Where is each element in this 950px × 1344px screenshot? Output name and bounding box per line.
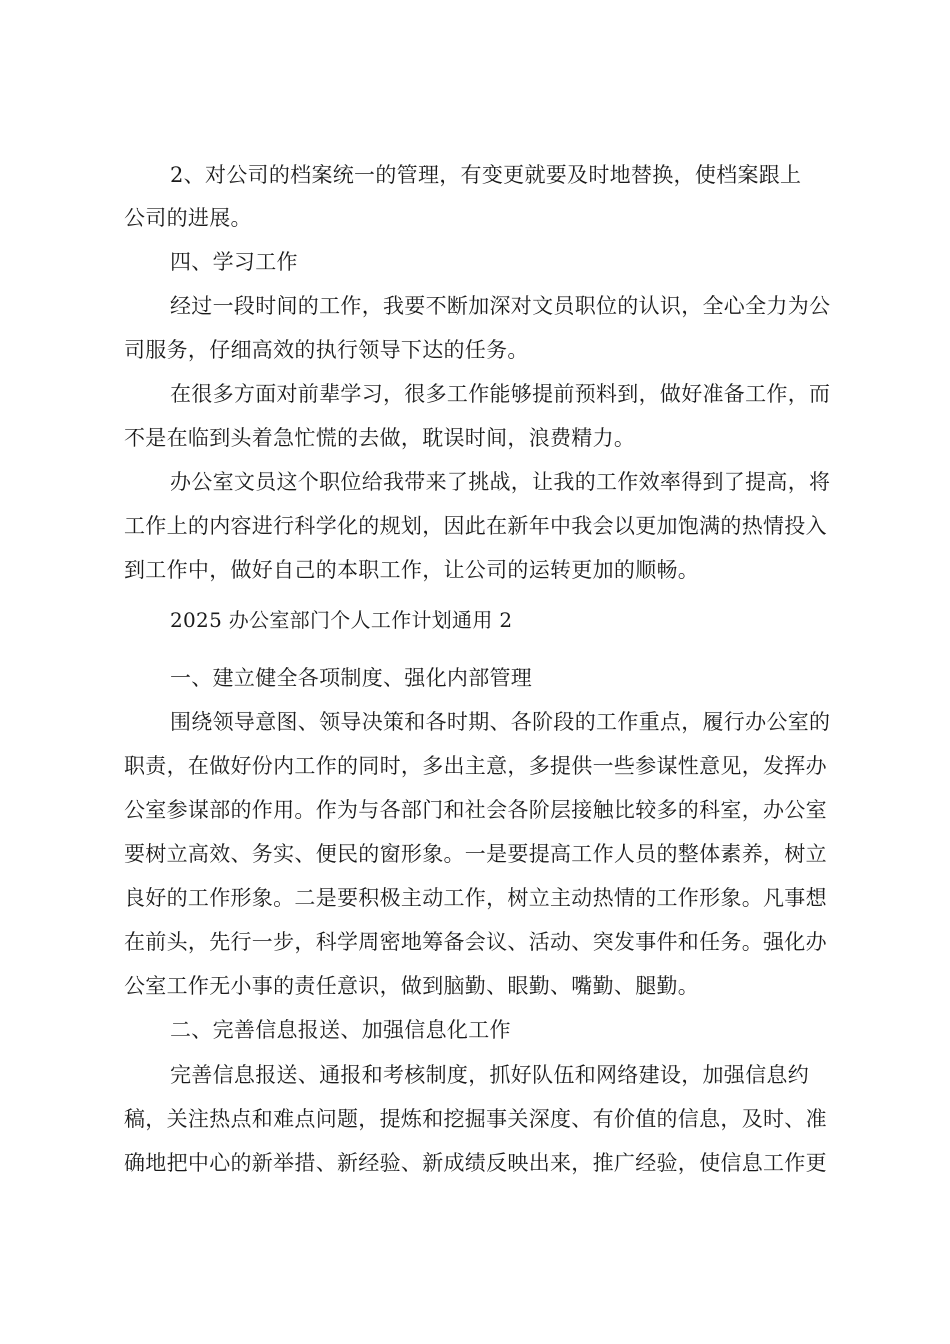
paragraph-line: 要树立高效、务实、便民的窗形象。一是要提高工作人员的整体素养，树立 — [124, 842, 827, 866]
section-heading: 一、建立健全各项制度、强化内部管理 — [170, 666, 533, 690]
paragraph-line: 确地把中心的新举措、新经验、新成绩反映出来，推广经验，使信息工作更 — [124, 1151, 827, 1175]
paragraph-line: 工作上的内容进行科学化的规划，因此在新年中我会以更加饱满的热情投入 — [124, 514, 827, 538]
paragraph-line: 经过一段时间的工作，我要不断加深对文员职位的认识，全心全力为公 — [170, 294, 831, 318]
paragraph-line: 到工作中，做好自己的本职工作，让公司的运转更加的顺畅。 — [124, 558, 700, 582]
paragraph-line: 办公室文员这个职位给我带来了挑战，让我的工作效率得到了提高，将 — [170, 470, 831, 494]
paragraph-line: 不是在临到头着急忙慌的去做，耽误时间，浪费精力。 — [124, 426, 636, 450]
paragraph-line: 公室参谋部的作用。作为与各部门和社会各阶层接触比较多的科室，办公室 — [124, 798, 827, 822]
paragraph-line: 完善信息报送、通报和考核制度，抓好队伍和网络建设，加强信息约 — [170, 1063, 809, 1087]
paragraph-line: 稿，关注热点和难点问题，提炼和挖掘事关深度、有价值的信息，及时、准 — [124, 1107, 827, 1131]
paragraph-line: 2、对公司的档案统一的管理，有变更就要及时地替换，使档案跟上 — [170, 163, 802, 187]
document-subtitle: 2025 办公室部门个人工作计划通用 2 — [170, 608, 513, 632]
paragraph-line: 公司的进展。 — [124, 206, 252, 230]
paragraph-line: 在很多方面对前辈学习，很多工作能够提前预料到，做好准备工作，而 — [170, 382, 831, 406]
paragraph-line: 公室工作无小事的责任意识，做到脑勤、眼勤、嘴勤、腿勤。 — [124, 974, 700, 998]
paragraph-line: 在前头，先行一步，科学周密地筹备会议、活动、突发事件和任务。强化办 — [124, 930, 827, 954]
section-heading: 四、学习工作 — [170, 250, 298, 274]
section-heading: 二、完善信息报送、加强信息化工作 — [170, 1018, 511, 1042]
paragraph-line: 职责，在做好份内工作的同时，多出主意，多提供一些参谋性意见，发挥办 — [124, 754, 827, 778]
paragraph-line: 围绕领导意图、领导决策和各时期、各阶段的工作重点，履行办公室的 — [170, 710, 831, 734]
paragraph-line: 良好的工作形象。二是要积极主动工作，树立主动热情的工作形象。凡事想 — [124, 886, 827, 910]
paragraph-line: 司服务，仔细高效的执行领导下达的任务。 — [124, 338, 529, 362]
